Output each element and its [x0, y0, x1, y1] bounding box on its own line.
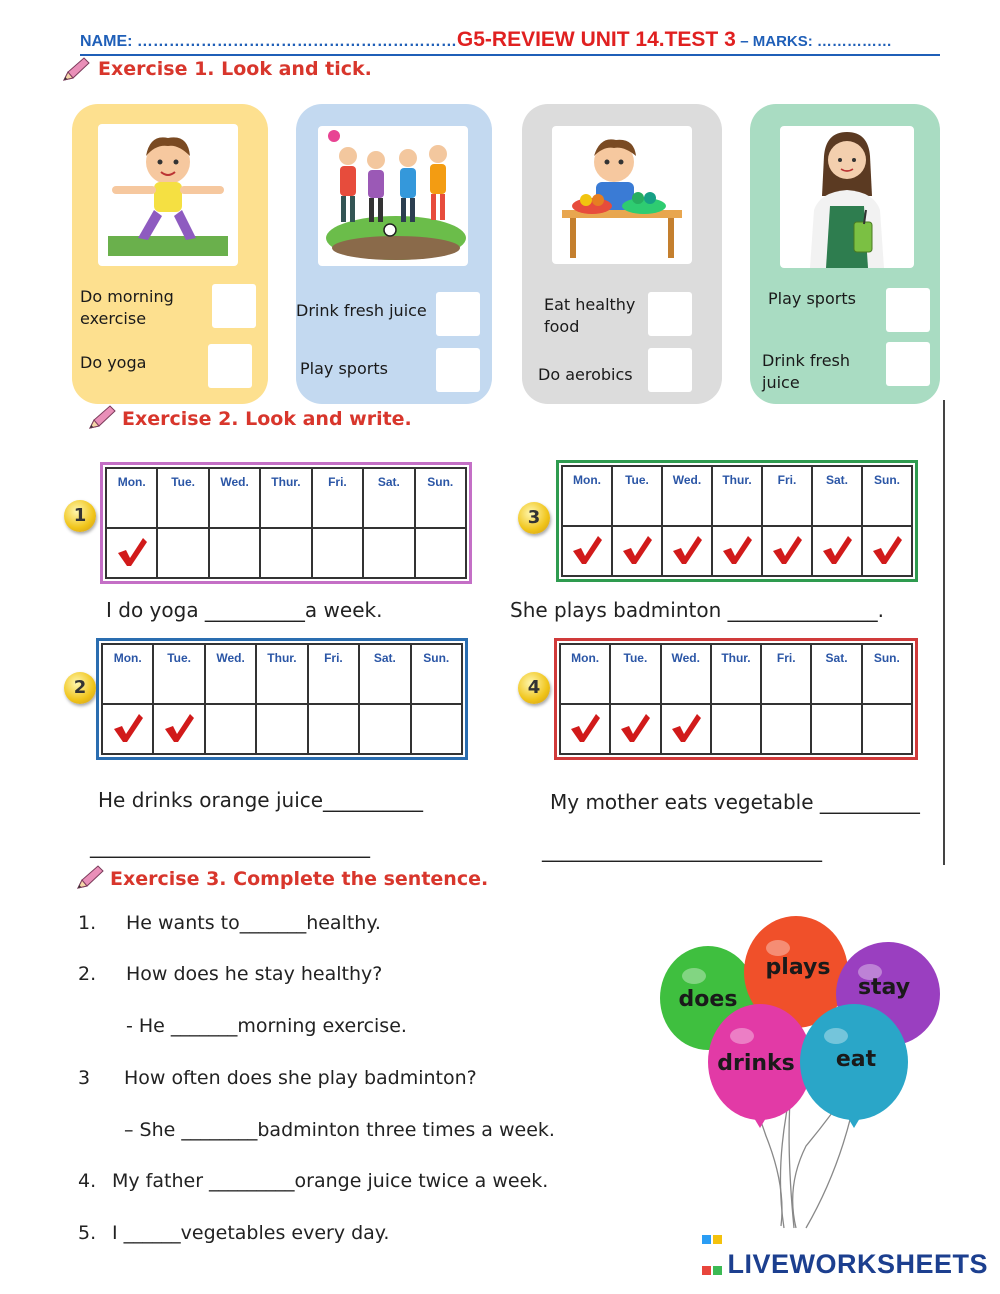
tick-icon	[570, 534, 604, 566]
pencil-icon	[86, 404, 118, 432]
name-field-label[interactable]: NAME: ……………………………………………………	[80, 33, 457, 50]
item-number-badge: 3	[518, 502, 550, 534]
day-header: Mon.	[560, 644, 610, 704]
question-number: 3	[78, 1067, 91, 1089]
tick-box[interactable]	[648, 348, 692, 392]
tick-box[interactable]	[208, 344, 252, 388]
day-header: Fri.	[762, 466, 812, 526]
schedule-table-3	[556, 460, 918, 582]
tick-icon	[820, 534, 854, 566]
day-cell	[157, 528, 208, 578]
day-header: Wed.	[209, 468, 260, 528]
schedule-table-4	[554, 638, 918, 760]
tick-icon	[670, 534, 704, 566]
day-header: Tue.	[153, 644, 204, 704]
day-header: Fri.	[308, 644, 359, 704]
question-5[interactable]: I ______vegetables every day.	[112, 1222, 390, 1244]
tick-icon	[115, 536, 149, 568]
option-do-aerobics: Do aerobics	[538, 365, 633, 384]
day-cell	[256, 704, 307, 754]
boy-doing-yoga-picture	[98, 124, 238, 266]
logo-text: LIVEWORKSHEETS	[727, 1249, 988, 1279]
day-cell	[862, 526, 912, 576]
option-play-sports: Play sports	[768, 289, 856, 308]
balloon-eat[interactable]	[800, 1004, 908, 1128]
boy-eating-healthy-food-picture	[552, 126, 692, 264]
question-1[interactable]: He wants to_______healthy.	[126, 912, 381, 934]
tick-box[interactable]	[886, 288, 930, 332]
day-header: Wed.	[205, 644, 256, 704]
item-number-badge: 2	[64, 672, 96, 704]
question-4[interactable]: My father _________orange juice twice a week.	[112, 1170, 549, 1192]
question-3: How often does she play badminton?	[124, 1067, 477, 1089]
day-header: Wed.	[662, 466, 712, 526]
day-header: Thur.	[260, 468, 311, 528]
day-cell	[712, 526, 762, 576]
day-cell	[661, 704, 711, 754]
day-header: Sat.	[363, 468, 414, 528]
day-cell	[560, 704, 610, 754]
day-cell	[363, 528, 414, 578]
schedule-table-1	[100, 462, 472, 584]
tick-box[interactable]	[436, 292, 480, 336]
day-cell	[411, 704, 462, 754]
sentence-1[interactable]: I do yoga __________a week.	[106, 598, 383, 622]
card-4	[750, 104, 940, 404]
day-header: Tue.	[612, 466, 662, 526]
day-cell	[209, 528, 260, 578]
schedule-table-2	[96, 638, 468, 760]
answer-3[interactable]: – She ________badminton three times a week.	[124, 1119, 555, 1141]
card-3	[522, 104, 722, 404]
exercise-2-title: Exercise 2. Look and write.	[122, 408, 412, 430]
day-header: Sun.	[411, 644, 462, 704]
option-drink-fresh-juice: Drink fresh juice	[296, 301, 427, 320]
question-number: 2.	[78, 963, 97, 985]
liveworksheets-logo	[701, 1221, 988, 1280]
answer-line-4[interactable]: ____________________________	[542, 838, 822, 862]
answer-line-2[interactable]: ____________________________	[90, 834, 370, 858]
item-number-badge: 1	[64, 500, 96, 532]
card-1	[72, 104, 268, 404]
worksheet-header	[80, 28, 940, 56]
item-number-badge: 4	[518, 672, 550, 704]
day-header: Thur.	[711, 644, 761, 704]
day-cell	[610, 704, 660, 754]
tick-icon	[111, 712, 145, 744]
day-cell	[153, 704, 204, 754]
option-do-yoga: Do yoga	[80, 353, 147, 372]
question-number: 4.	[78, 1170, 97, 1192]
day-cell	[260, 528, 311, 578]
option-eat-healthy-food: Eat healthy food	[544, 295, 636, 336]
option-play-sports: Play sports	[300, 359, 388, 378]
day-header: Fri.	[312, 468, 363, 528]
option-drink-fresh-juice: Drink fresh juice	[762, 351, 851, 392]
day-header: Sun.	[415, 468, 466, 528]
tick-icon	[669, 712, 703, 744]
answer-2[interactable]: - He _______morning exercise.	[126, 1015, 407, 1037]
question-2: How does he stay healthy?	[126, 963, 383, 985]
worksheet-title: G5-REVIEW UNIT 14.TEST 3	[456, 28, 736, 51]
tick-icon	[618, 712, 652, 744]
day-cell	[106, 528, 157, 578]
sentence-2[interactable]: He drinks orange juice__________	[98, 788, 424, 812]
day-header: Tue.	[157, 468, 208, 528]
pencil-icon	[74, 864, 106, 892]
exercise-3-title: Exercise 3. Complete the sentence.	[110, 868, 489, 890]
day-cell	[612, 526, 662, 576]
day-header: Mon.	[106, 468, 157, 528]
day-cell	[862, 704, 912, 754]
question-number: 5.	[78, 1222, 97, 1244]
balloon-word: drinks	[717, 1051, 795, 1076]
pencil-icon	[60, 56, 92, 84]
day-header: Tue.	[610, 644, 660, 704]
tick-icon	[870, 534, 904, 566]
day-cell	[312, 528, 363, 578]
woman-with-green-juice-picture	[780, 126, 914, 268]
day-cell	[308, 704, 359, 754]
question-number: 1.	[78, 912, 97, 934]
tick-box[interactable]	[212, 284, 256, 328]
logo-icon	[701, 1221, 725, 1245]
day-header: Sat.	[811, 644, 861, 704]
day-header: Wed.	[661, 644, 711, 704]
balloon-word: stay	[857, 975, 911, 1000]
day-cell	[811, 704, 861, 754]
day-header: Thur.	[256, 644, 307, 704]
tick-icon	[770, 534, 804, 566]
exercise-1-title: Exercise 1. Look and tick.	[98, 58, 372, 80]
day-header: Sat.	[359, 644, 410, 704]
day-header: Mon.	[102, 644, 153, 704]
day-cell	[761, 704, 811, 754]
day-cell	[205, 704, 256, 754]
word-balloons	[656, 916, 956, 1236]
day-header: Mon.	[562, 466, 612, 526]
balloon-word: does	[678, 987, 738, 1012]
day-header: Sun.	[862, 466, 912, 526]
tick-box[interactable]	[648, 292, 692, 336]
tick-icon	[720, 534, 754, 566]
tick-icon	[162, 712, 196, 744]
tick-icon	[620, 534, 654, 566]
option-do-morning-exercise: Do morning exercise	[80, 287, 174, 328]
day-cell	[762, 526, 812, 576]
divider	[943, 400, 945, 865]
day-cell	[102, 704, 153, 754]
day-cell	[662, 526, 712, 576]
children-playing-sports-picture	[318, 126, 468, 266]
tick-icon	[568, 712, 602, 744]
balloon-word: eat	[835, 1047, 877, 1072]
day-header: Sat.	[812, 466, 862, 526]
card-2	[296, 104, 492, 404]
marks-field-label[interactable]: – MARKS: ……………	[740, 33, 892, 50]
day-cell	[359, 704, 410, 754]
tick-box[interactable]	[436, 348, 480, 392]
day-header: Fri.	[761, 644, 811, 704]
day-cell	[562, 526, 612, 576]
day-cell	[711, 704, 761, 754]
day-cell	[812, 526, 862, 576]
tick-box[interactable]	[886, 342, 930, 386]
day-header: Sun.	[862, 644, 912, 704]
balloon-word: plays	[765, 955, 831, 980]
sentence-3[interactable]: She plays badminton _______________.	[510, 598, 884, 622]
sentence-4[interactable]: My mother eats vegetable __________	[550, 790, 920, 814]
day-cell	[415, 528, 466, 578]
day-header: Thur.	[712, 466, 762, 526]
balloon-drinks[interactable]	[708, 1004, 812, 1128]
